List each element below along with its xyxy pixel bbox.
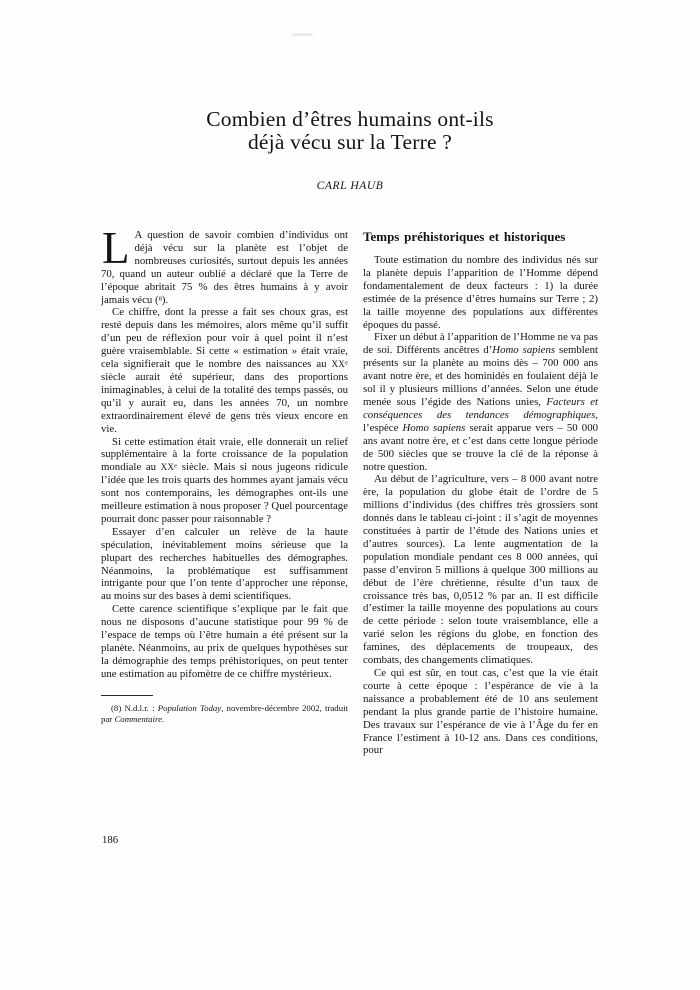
section-heading: Temps préhistoriques et historiques [363, 229, 566, 244]
article-title [0, 108, 700, 154]
paragraph [363, 667, 598, 757]
text-segment: Si cette estimation était vraie, elle donnerait un relief supplémentaire à la forte croissance de la population mondiale au [101, 435, 348, 474]
article-body [101, 223, 599, 757]
text-segment: , novembre-décembre 2002, traduit par [101, 702, 348, 724]
footnote-rule [101, 695, 153, 696]
paragraph [101, 306, 348, 435]
text-segment: serait apparue vers – 50 000 ans avant notre ère, et c’est dans cette longue période de 500 siècles que se trouve la clé de la réponse à notre question. [363, 421, 598, 473]
text-segment: XX [331, 359, 346, 370]
footnote [101, 695, 348, 725]
left-column [101, 223, 348, 757]
text-segment: Facteurs et conséquences des tendances démographiques [363, 395, 599, 421]
text-segment: siècle. Mais si nous jugeons ridicule l’idée que les trois quarts des hommes ayant jamais vécu sont nos contemporains, les démographes ont-ils une meilleure estimation à nous proposer ? Quel pourcentage pourrait donc passer pour raisonnable ? [101, 461, 348, 525]
paragraph [101, 603, 348, 680]
text-segment: , l’espèce [363, 408, 598, 434]
text-segment: Homo sapiens [492, 344, 556, 357]
text-segment: Population Today [157, 702, 222, 713]
left-column-paragraphs [101, 223, 348, 681]
text-segment: semblent présents sur la planète au moins dès – 700 000 ans avant notre ère, et des hominidés en foulaient déjà le sol il y plusieurs millions d’années. Selon une étude menée sous l’égide des Nations unies, [363, 344, 598, 408]
author-name: CARL HAUB [316, 180, 384, 192]
text-segment: Ce qui est sûr, en tout cas, c’est que la vie était courte à cette époque : l’espérance de vie à la naissance a probablement été de 10 ans seulement pendant la plus grande partie de l’histoire humaine. Des travaux sur l’espérance de vie à l’Âge du fer en France l’estiment à 10-12 ans. Dans ces conditions, pour [363, 667, 598, 757]
text-segment: e [345, 359, 348, 367]
page-number: 186 [102, 834, 119, 846]
paragraph [363, 473, 598, 667]
text-segment: (8) N.d.l.r. : [111, 702, 158, 713]
text-segment: Ce chiffre, dont la presse a fait ses choux gras, est resté depuis dans les mémoires, alors même qu’il suffit d’un peu de réflexion pour voir à quel point il n’est guère vraisemblable. Si cette « estimation » était vraie, cela signifierait que le nombre des naissances au [101, 306, 348, 371]
text-segment: Fixer un début à l’apparition de l’Homme ne va pas de soi. Différents ancêtres d’ [363, 331, 598, 357]
text-segment: Commentaire [114, 713, 162, 724]
article-title-line1: Combien d’êtres humains ont-ils [206, 107, 494, 131]
paragraph [363, 254, 598, 331]
paragraph [101, 526, 348, 603]
text-segment: A question de savoir combien d’individus ont déjà vécu sur la planète est l’objet de nombreuses curiosités, surtout depuis les années 70, quand un auteur oublié a déclaré que la Terre de l’époque abritait 75 % des êtres humains à y avoir jamais vécu ( [101, 229, 348, 306]
dropcap: L [102, 223, 130, 273]
text-segment: XX [160, 462, 175, 473]
text-segment: Cette carence scientifique s’explique par le fait que nous ne disposons d’aucune statistique pour 99 % de l’espace de temps où l’être humain a été présent sur la planète. Néanmoins, au prix de quelques hypothèses sur la démographie des temps préhistoriques, on peut tenter une estimation au pifomètre de ce chiffre mystérieux. [101, 603, 348, 680]
text-segment: Essayer d’en calculer un relève de la haute spéculation, inévitablement moins sérieuse que la plupart des recherches habituelles des démographes. Néanmoins, la problématique est suffisamment intrigante pour que l’on tente d’approcher une réponse, au moins sur des bases à demi scientifiques. [101, 525, 348, 603]
article-title-line2: déjà vécu sur la Terre ? [247, 130, 453, 154]
text-segment: . [162, 713, 165, 724]
paragraph [363, 331, 598, 473]
text-segment: siècle aurait été supérieur, dans des proportions inimaginables, à celui de la totalité des temps passés, ou qu’il y aurait eu, dans les années 70, un nombre extraordinairement élevé de gens très vieux encore en vie. [101, 370, 348, 435]
paragraph [101, 223, 348, 306]
paragraph [101, 436, 348, 526]
right-column [363, 229, 598, 757]
scan-artifact-mark [291, 33, 313, 36]
footnote-text [101, 703, 348, 725]
text-segment: Homo sapiens [402, 421, 466, 434]
text-segment: e [174, 462, 178, 470]
text-segment: Toute estimation du nombre des individus nés sur la planète depuis l’apparition de l’Homme dépend fondamentalement de deux facteurs : 1) la durée estimée de la présence d’êtres humains sur Terre ; 2) la taille moyenne des populations aux différentes époques du passé. [363, 254, 598, 331]
text-segment: ). [161, 293, 169, 306]
paragraph [101, 703, 348, 725]
right-column-paragraphs [363, 254, 598, 757]
text-segment: Au début de l’agriculture, vers – 8 000 avant notre ère, la population du globe était de l’ordre de 5 millions d’individus (des chiffres très grossiers sont donnés dans le tableau ci-joint : il s’agit de moyennes constituées à partir de l’étude des Nations unies et d’autres sources). La lente augmentation de la population mondiale pendant ces 8 000 années, qui passe d’environ 5 millions à quelque 300 millions au début de l’ère chrétienne, résulte d’un taux de croissance très bas, 0,0512 % par an. Il est difficile d’estimer la taille moyenne des populations au cours de cette période : selon toute vraisemblance, elle a varié selon les régions du globe, en fonction des famines, des déplacements de troupeaux, des combats, des changements climatiques. [363, 473, 598, 667]
text-segment: 8 [158, 294, 162, 302]
